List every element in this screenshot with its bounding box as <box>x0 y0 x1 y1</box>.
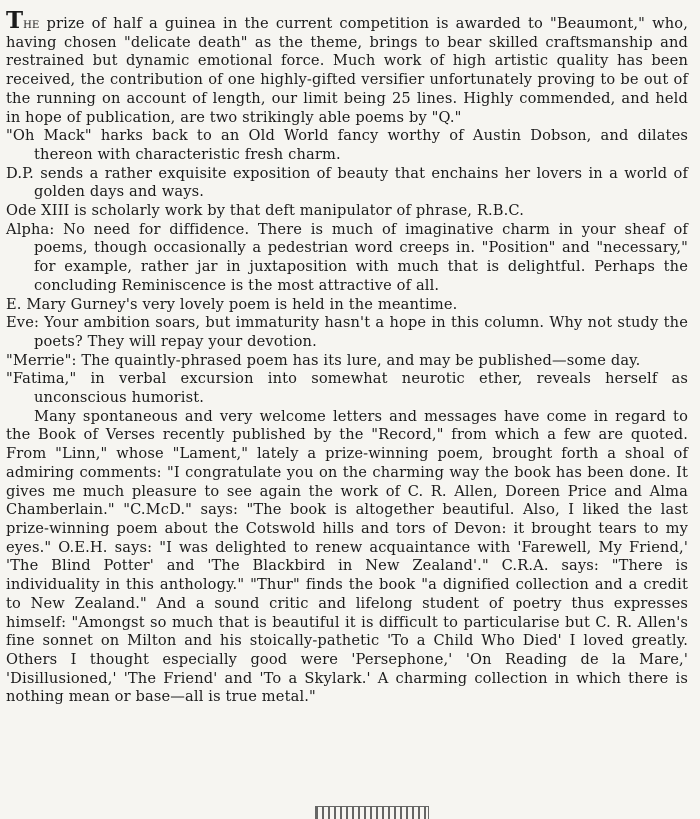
entry-eve: Eve: Your ambition soars, but immaturity hasn't a hope in this column. Why not study the poets? They will repay your devotion. <box>6 314 688 350</box>
intro-text: prize of half a guinea in the current competition is awarded to "Beaumont," who, having chosen "delicate death" as the theme, brings to bear skilled craftsmanship and restrained but dynamic emotional force. Much work of high artistic quality has been received, the contribution of one highly-gifted versifier unfortunately proving to be out of the running on account of length, our limit being 25 lines. Highly commended, and held in hope of publication, are two strikingly able poems by "Q." <box>6 15 688 126</box>
entry-merrie: "Merrie": The quaintly-phrased poem has its lure, and may be published—some day. <box>6 351 641 369</box>
entry-mary-gurney: E. Mary Gurney's very lovely poem is held in the meantime. <box>6 295 458 313</box>
entry-fatima: "Fatima," in verbal excursion into somewhat neurotic ether, reveals herself as unconscious humorist. <box>6 370 688 407</box>
entry-dp: D.P. sends a rather exquisite exposition of beauty that enchains her lovers in a world of golden days and ways. <box>6 164 688 201</box>
bottom-ornament <box>315 806 429 819</box>
entry-ode-xiii: Ode XIII is scholarly work by that deft manipulator of phrase, R.B.C. <box>6 202 525 220</box>
letters-paragraph: Many spontaneous and very welcome letters and messages have come in regard to the Book of Verses recently published by the "Record," from which a few are quoted. From "Linn," whose "Lament," lately a prize-winning poem, brought forth a shoal of admiring comments: "I congratulate you on the charming way the book has been done. It gives me much pleasure to see again the work of C. R. Allen, Doreen Price and Alma Chamberlain." "C.McD." says: "The book is altogether beautiful. Also, I liked the last prize-winning poem about the Cotswold hills and tors of Devon: it brought tears to my eyes." O.E.H. says: "I was delighted to renew acquaintance with 'Farewell, My Friend,' 'The Blind Potter' and 'The Blackbird in New Zealand'." C.R.A. says: "There is individuality in this anthology." "Thur" finds the book "a dignified collection and a credit to New Zealand." And a sound critic and lifelong student of poetry thus expresses himself: "Amongst so much that is beautiful it is difficult to particularise but C. R. Allen's fine sonnet on Milton and his stoically-pathetic 'To a Child Who Died' I loved greatly. Others I thought especially good were 'Persephone,' 'On Reading de la Mare,' 'Disillusioned,' 'The Friend' and 'To a Skylark.' A charming collection in which there is nothing mean or base—all is true metal." <box>6 407 688 706</box>
article-column <box>6 7 688 707</box>
drop-cap: T <box>6 7 24 34</box>
intro-smallcaps: he <box>23 15 40 32</box>
intro-paragraph <box>6 7 688 127</box>
entry-oh-mack: "Oh Mack" harks back to an Old World fancy worthy of Austin Dobson, and dilates thereon with characteristic fresh charm. <box>6 127 688 163</box>
entry-alpha: Alpha: No need for diffidence. There is much of imaginative charm in your sheaf of poems, though occasionally a pedestrian word creeps in. "Position" and "necessary," for example, rather jar in juxtaposition with much that is delightful. Perhaps the concluding Reminiscence is the most attractive of all. <box>6 220 688 294</box>
